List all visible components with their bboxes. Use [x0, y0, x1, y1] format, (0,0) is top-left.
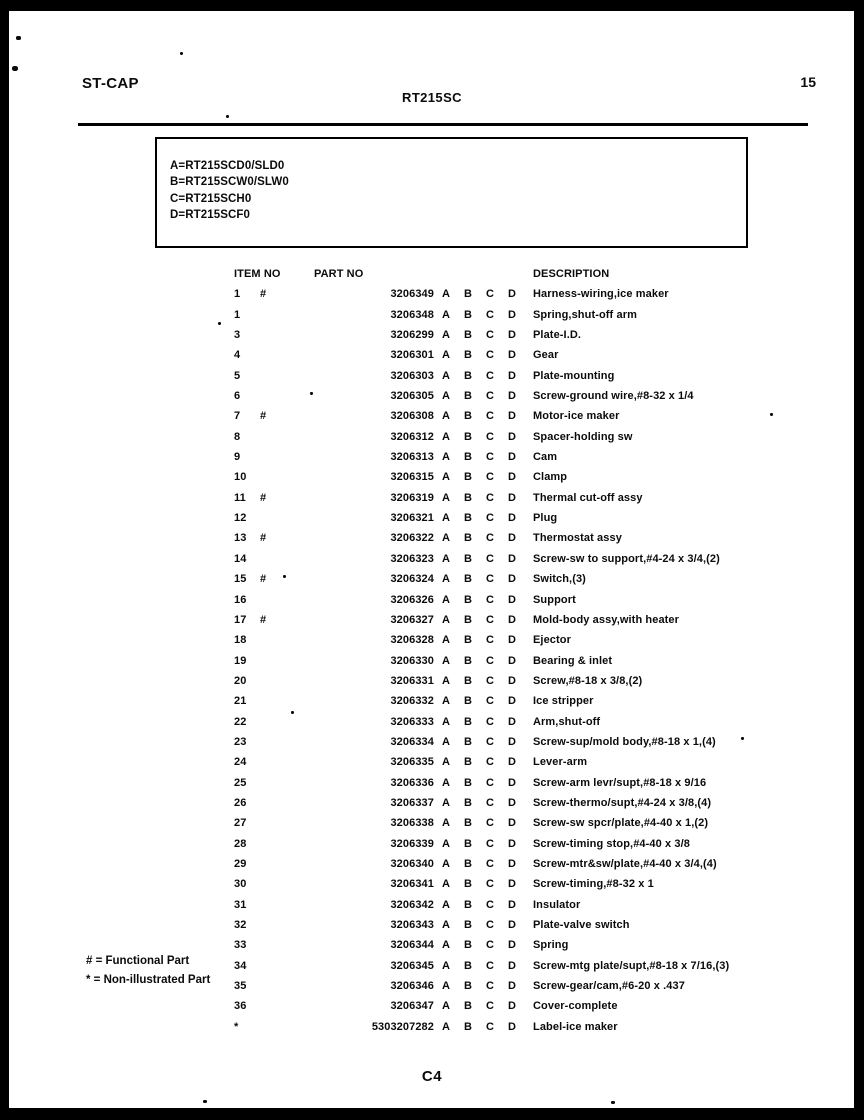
cell-model-d: D	[508, 593, 517, 606]
cell-model-a: A	[442, 654, 451, 667]
cell-item-no: 17	[234, 613, 247, 626]
cell-model-a: A	[442, 308, 451, 321]
cell-description: Bearing & inlet	[533, 654, 613, 667]
cell-description: Screw-sup/mold body,#8-18 x 1,(4)	[533, 735, 716, 748]
cell-model-b: B	[464, 776, 473, 789]
cell-model-d: D	[508, 959, 517, 972]
cell-model-d: D	[508, 674, 517, 687]
cell-model-c: C	[486, 634, 495, 647]
cell-description: Screw,#8-18 x 3/8,(2)	[533, 674, 643, 687]
cell-description: Arm,shut-off	[533, 715, 601, 728]
cell-model-a: A	[442, 919, 451, 931]
cell-item-no: 34	[234, 959, 247, 972]
cell-model-c: C	[486, 735, 495, 748]
cell-model-b: B	[464, 369, 473, 382]
cell-item-no: 21	[234, 695, 247, 708]
cell-model-a: A	[442, 776, 451, 789]
cell-description: Switch,(3)	[533, 573, 586, 586]
cell-model-d: D	[508, 308, 517, 321]
cell-description: Cover-complete	[533, 1000, 618, 1013]
cell-item-no: 11	[234, 491, 246, 504]
cell-model-c: C	[486, 898, 495, 911]
cell-description: Screw-mtg plate/supt,#8-18 x 7/16,(3)	[533, 959, 730, 972]
cell-description: Screw-arm levr/supt,#8-18 x 9/16	[533, 776, 707, 789]
cell-item-no: 16	[234, 593, 247, 606]
scan-speck	[283, 575, 286, 578]
cell-description: Label-ice maker	[533, 1020, 618, 1033]
scan-speck	[291, 711, 294, 714]
cell-item-no: 3	[234, 329, 241, 342]
cell-model-b: B	[464, 919, 473, 931]
cell-item-no: 18	[234, 634, 247, 647]
cell-model-c: C	[486, 776, 495, 789]
cell-item-no: 22	[234, 715, 247, 728]
cell-part-no: 3206337	[390, 796, 434, 809]
cell-model-a: A	[442, 552, 451, 565]
cell-model-d: D	[508, 329, 517, 342]
cell-part-no: 3206348	[390, 308, 434, 321]
cell-model-c: C	[486, 919, 495, 931]
column-header-item-no: ITEM NO	[234, 268, 281, 280]
cell-part-no: 3206328	[390, 634, 434, 647]
cell-model-d: D	[508, 634, 517, 647]
cell-model-a: A	[442, 1020, 451, 1033]
cell-model-a: A	[442, 369, 451, 382]
cell-description: Thermal cut-off assy	[533, 491, 643, 504]
cell-item-no: 13	[234, 532, 247, 545]
cell-model-c: C	[486, 817, 495, 830]
cell-item-no: 33	[234, 939, 247, 952]
cell-model-d: D	[508, 695, 517, 708]
cell-model-b: B	[464, 980, 473, 993]
cell-part-no: 3206339	[390, 837, 434, 850]
cell-model-c: C	[486, 796, 495, 809]
cell-item-no: 1	[234, 288, 241, 301]
cell-model-c: C	[486, 878, 495, 891]
cell-description: Lever-arm	[533, 756, 588, 769]
cell-item-no: 4	[234, 349, 241, 362]
cell-part-no: 3206327	[390, 613, 434, 626]
scan-speck	[12, 66, 18, 71]
header-divider-rule	[78, 123, 808, 126]
footnotes	[86, 952, 210, 990]
cell-part-no: 3206331	[390, 674, 434, 687]
cell-part-no: 3206321	[390, 512, 434, 525]
scan-speck	[203, 1100, 207, 1103]
cell-model-c: C	[486, 959, 495, 972]
cell-model-d: D	[508, 654, 517, 667]
cell-part-no: 3206335	[390, 756, 434, 769]
cell-description: Screw-mtr&sw/plate,#4-40 x 3/4,(4)	[533, 857, 717, 870]
cell-model-d: D	[508, 369, 517, 382]
cell-model-b: B	[464, 552, 473, 565]
cell-model-d: D	[508, 613, 517, 626]
cell-model-d: D	[508, 1000, 517, 1013]
footnote-non-illustrated-part: * = Non-illustrated Part	[86, 974, 211, 986]
cell-model-d: D	[508, 288, 517, 301]
cell-model-a: A	[442, 512, 451, 525]
cell-model-d: D	[508, 430, 517, 443]
cell-model-c: C	[486, 573, 495, 586]
scan-speck	[180, 52, 183, 55]
cell-description: Thermostat assy	[533, 532, 622, 545]
cell-model-a: A	[442, 451, 451, 464]
cell-model-d: D	[508, 1020, 517, 1033]
cell-description: Clamp	[533, 471, 568, 484]
cell-model-a: A	[442, 1000, 451, 1013]
cell-description: Screw-sw to support,#4-24 x 3/4,(2)	[533, 552, 720, 565]
cell-description: Screw-gear/cam,#6-20 x .437	[533, 980, 685, 993]
cell-model-d: D	[508, 491, 517, 504]
cell-part-no: 3206347	[390, 1000, 434, 1013]
cell-description: Screw-timing,#8-32 x 1	[533, 878, 654, 891]
cell-model-a: A	[442, 898, 451, 911]
cell-model-a: A	[442, 410, 451, 423]
cell-model-b: B	[464, 1020, 473, 1033]
cell-model-a: A	[442, 329, 451, 342]
cell-model-c: C	[486, 329, 495, 342]
cell-description: Mold-body assy,with heater	[533, 613, 680, 626]
cell-item-no: 1	[234, 308, 241, 321]
cell-model-c: C	[486, 939, 495, 952]
scan-speck	[770, 413, 773, 416]
cell-model-c: C	[486, 491, 495, 504]
cell-description: Spring	[533, 939, 569, 952]
cell-model-b: B	[464, 613, 473, 626]
cell-model-c: C	[486, 349, 495, 362]
cell-part-no: 3206326	[390, 593, 434, 606]
model-title: RT215SC	[402, 90, 462, 105]
cell-model-c: C	[486, 451, 495, 464]
cell-item-no: 36	[234, 1000, 247, 1013]
cell-model-d: D	[508, 715, 517, 728]
cell-item-no: 8	[234, 430, 241, 443]
cell-model-c: C	[486, 288, 495, 301]
cell-model-b: B	[464, 430, 473, 443]
cell-model-b: B	[464, 349, 473, 362]
scan-speck	[310, 392, 313, 395]
cell-model-b: B	[464, 532, 473, 545]
cell-model-b: B	[464, 390, 473, 403]
cell-item-no: 31	[234, 898, 247, 911]
cell-model-c: C	[486, 980, 495, 993]
cell-model-b: B	[464, 837, 473, 850]
cell-model-c: C	[486, 654, 495, 667]
cell-part-no: 3206330	[390, 654, 434, 667]
cell-model-a: A	[442, 939, 451, 952]
cell-part-no: 3206315	[390, 471, 434, 484]
cell-part-no: 3206333	[390, 715, 434, 728]
cell-model-d: D	[508, 552, 517, 565]
cell-model-a: A	[442, 695, 451, 708]
cell-model-d: D	[508, 898, 517, 911]
legend-row-c: C=RT215SCH0	[170, 192, 252, 205]
cell-model-c: C	[486, 756, 495, 769]
cell-part-no: 3206346	[390, 980, 434, 993]
cell-model-d: D	[508, 390, 517, 403]
cell-model-d: D	[508, 796, 517, 809]
cell-part-no: 3206322	[390, 532, 434, 545]
legend-row-a: A=RT215SCD0/SLD0	[170, 160, 285, 172]
cell-model-b: B	[464, 674, 473, 687]
cell-model-b: B	[464, 796, 473, 809]
cell-model-c: C	[486, 369, 495, 382]
cell-model-c: C	[486, 837, 495, 850]
cell-description: Support	[533, 593, 576, 606]
cell-item-no: 24	[234, 756, 247, 769]
cell-part-no: 3206338	[390, 817, 434, 830]
cell-item-no: 9	[234, 451, 241, 464]
cell-item-no: 6	[234, 390, 241, 403]
cell-model-d: D	[508, 878, 517, 891]
cell-part-no: 3206336	[390, 776, 434, 789]
cell-model-b: B	[464, 471, 473, 484]
cell-model-b: B	[464, 573, 473, 586]
cell-part-no: 3206332	[390, 695, 434, 708]
cell-item-no: 19	[234, 654, 247, 667]
cell-model-b: B	[464, 857, 473, 870]
cell-model-b: B	[464, 715, 473, 728]
cell-part-flag: #	[260, 288, 267, 301]
cell-model-a: A	[442, 817, 451, 830]
cell-model-b: B	[464, 308, 473, 321]
column-header-description: DESCRIPTION	[533, 268, 610, 280]
cell-model-b: B	[464, 288, 473, 301]
cell-model-b: B	[464, 817, 473, 830]
cell-item-no: 20	[234, 674, 247, 687]
cell-description: Plate-valve switch	[533, 919, 630, 931]
cell-model-a: A	[442, 349, 451, 362]
cell-model-c: C	[486, 593, 495, 606]
cell-part-flag: #	[260, 491, 267, 504]
cell-model-b: B	[464, 1000, 473, 1013]
cell-description: Ejector	[533, 634, 571, 647]
cell-model-a: A	[442, 959, 451, 972]
cell-item-no: 25	[234, 776, 247, 789]
cell-model-b: B	[464, 451, 473, 464]
cell-model-a: A	[442, 715, 451, 728]
cell-part-no: 3206323	[390, 552, 434, 565]
cell-model-a: A	[442, 796, 451, 809]
cell-part-no: 3206324	[390, 573, 434, 586]
cell-model-b: B	[464, 654, 473, 667]
cell-model-d: D	[508, 857, 517, 870]
cell-model-b: B	[464, 735, 473, 748]
column-header-part-no: PART NO	[314, 268, 364, 280]
cell-model-c: C	[486, 613, 495, 626]
cell-model-a: A	[442, 857, 451, 870]
scan-speck	[741, 737, 744, 740]
cell-model-c: C	[486, 512, 495, 525]
legend-row-d: D=RT215SCF0	[170, 209, 251, 222]
model-legend-list	[170, 158, 289, 224]
cell-part-flag: #	[260, 410, 267, 423]
cell-model-b: B	[464, 329, 473, 342]
cell-part-no: 3206319	[390, 491, 434, 504]
cell-description: Spring,shut-off arm	[533, 308, 637, 321]
cell-model-c: C	[486, 552, 495, 565]
scan-speck	[218, 322, 221, 325]
cell-item-no: 28	[234, 837, 247, 850]
cell-model-b: B	[464, 939, 473, 952]
cell-model-a: A	[442, 674, 451, 687]
cell-model-d: D	[508, 349, 517, 362]
cell-model-c: C	[486, 857, 495, 870]
cell-model-d: D	[508, 980, 517, 993]
cell-model-d: D	[508, 451, 517, 464]
cell-model-b: B	[464, 634, 473, 647]
cell-item-no: 10	[234, 471, 247, 484]
cell-model-a: A	[442, 491, 451, 504]
cell-model-b: B	[464, 410, 473, 423]
cell-description: Motor-ice maker	[533, 410, 620, 423]
cell-part-no: 3206299	[390, 329, 434, 342]
cell-part-no: 3206341	[390, 878, 434, 891]
cell-model-c: C	[486, 1020, 495, 1033]
footer-code: C4	[421, 1068, 443, 1085]
cell-description: Screw-thermo/supt,#4-24 x 3/8,(4)	[533, 796, 712, 809]
cell-model-d: D	[508, 837, 517, 850]
cell-item-no: 5	[234, 369, 241, 382]
cell-model-d: D	[508, 919, 517, 931]
scan-speck	[16, 36, 21, 40]
cell-model-d: D	[508, 532, 517, 545]
cell-model-c: C	[486, 471, 495, 484]
cell-model-a: A	[442, 837, 451, 850]
cell-description: Spacer-holding sw	[533, 430, 633, 443]
cell-description: Plate-I.D.	[533, 329, 582, 342]
cell-part-no: 3206345	[390, 959, 434, 972]
cell-model-c: C	[486, 674, 495, 687]
cell-item-no: 35	[234, 980, 247, 993]
cell-description: Gear	[533, 349, 559, 362]
cell-item-no: 29	[234, 857, 247, 870]
cell-model-a: A	[442, 593, 451, 606]
cell-part-no: 3206342	[390, 898, 434, 911]
cell-model-d: D	[508, 817, 517, 830]
cell-model-b: B	[464, 593, 473, 606]
cell-part-flag: #	[260, 532, 267, 545]
cell-part-flag: #	[260, 613, 267, 626]
cell-model-a: A	[442, 980, 451, 993]
cell-description: Cam	[533, 451, 558, 464]
cell-model-b: B	[464, 898, 473, 911]
cell-item-no: 14	[234, 552, 247, 565]
catalog-section-label: ST-CAP	[82, 75, 139, 92]
cell-model-d: D	[508, 776, 517, 789]
cell-model-c: C	[486, 1000, 495, 1013]
cell-part-no: 3206349	[390, 288, 434, 301]
cell-part-no: 3206340	[390, 857, 434, 870]
cell-part-no: 3206303	[390, 369, 434, 382]
cell-item-no: 32	[234, 919, 247, 931]
scan-speck	[611, 1101, 615, 1104]
cell-part-no: 3206301	[390, 349, 434, 362]
page-number: 15	[800, 74, 816, 90]
cell-item-no: 30	[234, 878, 247, 891]
cell-item-no: *	[234, 1020, 239, 1033]
cell-model-c: C	[486, 430, 495, 443]
cell-model-b: B	[464, 878, 473, 891]
cell-model-c: C	[486, 715, 495, 728]
cell-description: Plate-mounting	[533, 369, 615, 382]
cell-model-d: D	[508, 573, 517, 586]
cell-description: Ice stripper	[533, 695, 594, 708]
cell-model-b: B	[464, 695, 473, 708]
cell-model-d: D	[508, 471, 517, 484]
cell-model-a: A	[442, 613, 451, 626]
cell-item-no: 15	[234, 573, 247, 586]
cell-item-no: 27	[234, 817, 247, 830]
cell-model-a: A	[442, 634, 451, 647]
cell-model-c: C	[486, 308, 495, 321]
scan-speck	[226, 115, 229, 118]
cell-model-a: A	[442, 390, 451, 403]
cell-model-a: A	[442, 735, 451, 748]
cell-model-d: D	[508, 939, 517, 952]
cell-part-no: 3206312	[390, 430, 434, 443]
cell-model-b: B	[464, 756, 473, 769]
cell-part-no: 5303207282	[371, 1020, 434, 1033]
cell-description: Screw-timing stop,#4-40 x 3/8	[533, 837, 690, 850]
cell-model-a: A	[442, 288, 451, 301]
cell-model-a: A	[442, 878, 451, 891]
cell-model-c: C	[486, 532, 495, 545]
cell-model-c: C	[486, 695, 495, 708]
cell-item-no: 23	[234, 735, 247, 748]
cell-description: Harness-wiring,ice maker	[533, 288, 669, 301]
cell-item-no: 7	[234, 410, 241, 423]
cell-model-b: B	[464, 491, 473, 504]
cell-model-d: D	[508, 512, 517, 525]
cell-model-a: A	[442, 471, 451, 484]
cell-description: Screw-ground wire,#8-32 x 1/4	[533, 390, 694, 403]
cell-part-no: 3206334	[390, 735, 434, 748]
legend-row-b: B=RT215SCW0/SLW0	[170, 176, 289, 189]
cell-part-no: 3206308	[390, 410, 434, 423]
cell-model-a: A	[442, 532, 451, 545]
cell-part-flag: #	[260, 573, 267, 586]
cell-model-d: D	[508, 756, 517, 769]
cell-description: Insulator	[533, 898, 581, 911]
cell-model-b: B	[464, 512, 473, 525]
cell-description: Plug	[533, 512, 558, 525]
cell-model-c: C	[486, 410, 495, 423]
cell-model-c: C	[486, 390, 495, 403]
cell-model-a: A	[442, 430, 451, 443]
cell-description: Screw-sw spcr/plate,#4-40 x 1,(2)	[533, 817, 709, 830]
cell-item-no: 26	[234, 796, 247, 809]
cell-model-a: A	[442, 756, 451, 769]
cell-part-no: 3206313	[390, 451, 434, 464]
cell-model-d: D	[508, 735, 517, 748]
cell-model-d: D	[508, 410, 517, 423]
cell-part-no: 3206305	[390, 390, 434, 403]
footnote-functional-part: # = Functional Part	[86, 955, 190, 967]
cell-part-no: 3206344	[390, 939, 434, 952]
cell-part-no: 3206343	[390, 919, 434, 931]
cell-model-a: A	[442, 573, 451, 586]
cell-model-b: B	[464, 959, 473, 972]
cell-item-no: 12	[234, 512, 247, 525]
